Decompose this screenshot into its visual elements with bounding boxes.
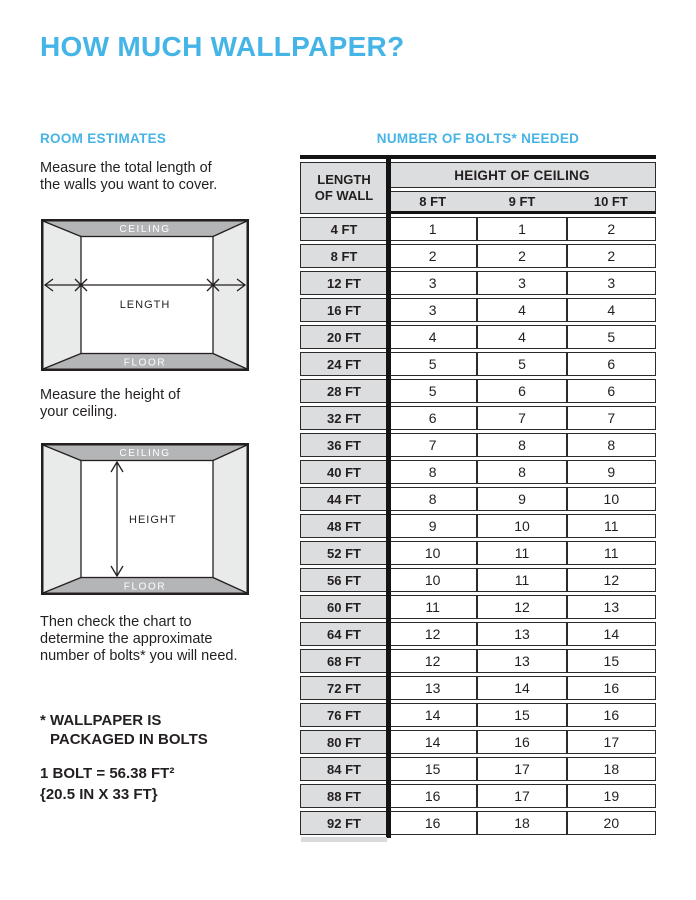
table-row	[300, 271, 656, 295]
wall-length-cell: 24 FT	[300, 352, 388, 376]
bolt-count-cell: 14	[388, 730, 477, 754]
table-row	[300, 595, 656, 619]
wall-length-cell: 28 FT	[300, 379, 388, 403]
wall-length-cell: 84 FT	[300, 757, 388, 781]
bolt-count-cell: 12	[477, 595, 566, 619]
bolt-size-line1: 1 BOLT = 56.38 FT²	[40, 765, 175, 782]
bolt-count-cell: 13	[567, 595, 656, 619]
length-dimension-label: LENGTH	[119, 299, 171, 311]
bolt-count-cell: 13	[477, 622, 566, 646]
bolt-count-cell: 5	[388, 379, 477, 403]
wall-length-cell: 72 FT	[300, 676, 388, 700]
bolt-count-cell: 6	[388, 406, 477, 430]
table-row	[300, 811, 656, 835]
table-row	[300, 217, 656, 241]
bolt-count-cell: 4	[477, 325, 566, 349]
bolt-count-cell: 1	[388, 217, 477, 241]
bolt-count-cell: 7	[477, 406, 566, 430]
bolt-count-cell: 10	[567, 487, 656, 511]
wall-length-cell: 40 FT	[300, 460, 388, 484]
bolt-count-cell: 4	[477, 298, 566, 322]
bolt-count-cell: 17	[477, 757, 566, 781]
bolt-count-cell: 9	[388, 514, 477, 538]
footnote-line1: * WALLPAPER IS	[40, 712, 162, 729]
bolt-count-cell: 17	[477, 784, 566, 808]
table-row	[300, 784, 656, 808]
wall-length-cell: 92 FT	[300, 811, 388, 835]
wall-length-cell: 48 FT	[300, 514, 388, 538]
bolt-count-cell: 10	[388, 568, 477, 592]
wall-length-cell: 44 FT	[300, 487, 388, 511]
bolt-size-info	[40, 763, 174, 805]
table-row	[300, 298, 656, 322]
bolts-needed-heading: NUMBER OF BOLTS* NEEDED	[376, 131, 580, 146]
room-estimates-heading: ROOM ESTIMATES	[40, 131, 167, 146]
table-thick-divider	[386, 155, 391, 838]
bolt-count-cell: 15	[477, 703, 566, 727]
table-row	[300, 244, 656, 268]
bolt-count-cell: 10	[388, 541, 477, 565]
table-row	[300, 433, 656, 457]
bolt-count-cell: 15	[567, 649, 656, 673]
bolt-count-cell: 11	[477, 568, 566, 592]
column-header-10ft: 10 FT	[567, 191, 656, 214]
bolt-count-cell: 18	[567, 757, 656, 781]
bolt-count-cell: 16	[388, 784, 477, 808]
length-of-wall-header: LENGTH OF WALL	[300, 162, 388, 214]
wall-length-cell: 60 FT	[300, 595, 388, 619]
table-row	[300, 514, 656, 538]
bolt-count-cell: 3	[388, 298, 477, 322]
bolt-count-cell: 14	[477, 676, 566, 700]
bolt-count-cell: 16	[477, 730, 566, 754]
wall-length-cell: 52 FT	[300, 541, 388, 565]
step1-instructions	[40, 160, 217, 194]
table-row	[300, 622, 656, 646]
wall-length-cell: 8 FT	[300, 244, 388, 268]
step1-line1: Measure the total length of	[40, 160, 212, 176]
bolt-count-cell: 4	[388, 325, 477, 349]
ceiling-height-diagram	[41, 443, 249, 595]
bolt-count-cell: 8	[567, 433, 656, 457]
bolt-count-cell: 9	[567, 460, 656, 484]
bolt-count-cell: 13	[388, 676, 477, 700]
right-wall	[213, 221, 247, 369]
bolt-count-cell: 6	[567, 379, 656, 403]
bolt-count-cell: 5	[477, 352, 566, 376]
bolt-count-cell: 16	[567, 703, 656, 727]
floor-label: FLOOR	[123, 581, 167, 593]
bolt-count-cell: 3	[567, 271, 656, 295]
bolt-count-cell: 1	[477, 217, 566, 241]
bolt-count-cell: 2	[388, 244, 477, 268]
wall-length-cell: 12 FT	[300, 271, 388, 295]
bolt-count-cell: 2	[567, 244, 656, 268]
bolt-count-cell: 15	[388, 757, 477, 781]
wall-length-cell: 32 FT	[300, 406, 388, 430]
bolt-count-cell: 14	[567, 622, 656, 646]
bolts-lookup-table	[300, 159, 656, 838]
page-title: HOW MUCH WALLPAPER?	[40, 31, 405, 62]
bolts-table	[300, 155, 656, 838]
bolt-count-cell: 8	[477, 433, 566, 457]
step2-line1: Measure the height of	[40, 387, 181, 403]
bolt-count-cell: 6	[477, 379, 566, 403]
bolt-count-cell: 5	[567, 325, 656, 349]
table-row	[300, 379, 656, 403]
bolt-count-cell: 16	[567, 676, 656, 700]
height-dimension-label: HEIGHT	[129, 514, 177, 526]
bolt-count-cell: 7	[388, 433, 477, 457]
bolt-count-cell: 11	[388, 595, 477, 619]
bolt-count-cell: 12	[388, 649, 477, 673]
step2-instructions	[40, 387, 180, 421]
bolt-count-cell: 16	[388, 811, 477, 835]
table-row	[300, 325, 656, 349]
bolt-count-cell: 17	[567, 730, 656, 754]
bolt-count-cell: 8	[477, 460, 566, 484]
wall-length-cell: 68 FT	[300, 649, 388, 673]
bolt-count-cell: 9	[477, 487, 566, 511]
column-header-9ft: 9 FT	[477, 191, 566, 214]
back-wall	[81, 237, 213, 354]
bolt-count-cell: 6	[567, 352, 656, 376]
bolt-count-cell: 14	[388, 703, 477, 727]
bolt-size-line2: {20.5 IN X 33 FT}	[40, 786, 158, 803]
step3-line1: Then check the chart to	[40, 614, 192, 630]
bolt-count-cell: 5	[388, 352, 477, 376]
bolt-count-cell: 4	[567, 298, 656, 322]
floor-label: FLOOR	[123, 357, 167, 369]
table-bottom-sliver	[301, 837, 387, 842]
step1-line2: the walls you want to cover.	[40, 177, 218, 193]
wall-length-cell: 76 FT	[300, 703, 388, 727]
bolt-count-cell: 19	[567, 784, 656, 808]
bolt-count-cell: 8	[388, 460, 477, 484]
wall-length-cell: 56 FT	[300, 568, 388, 592]
right-wall	[213, 445, 247, 593]
wall-length-diagram	[41, 219, 249, 371]
wall-length-cell: 36 FT	[300, 433, 388, 457]
table-row	[300, 541, 656, 565]
ceiling-label: CEILING	[119, 448, 171, 459]
wallpaper-bolts-footnote	[40, 711, 208, 749]
step3-line2: determine the approximate	[40, 631, 213, 647]
left-wall	[43, 445, 81, 593]
bolt-count-cell: 11	[567, 541, 656, 565]
table-row	[300, 730, 656, 754]
wall-length-cell: 20 FT	[300, 325, 388, 349]
table-row	[300, 649, 656, 673]
bolt-count-cell: 2	[567, 217, 656, 241]
bolt-count-cell: 8	[388, 487, 477, 511]
bolt-count-cell: 3	[388, 271, 477, 295]
table-row	[300, 676, 656, 700]
table-row	[300, 568, 656, 592]
bolt-count-cell: 12	[567, 568, 656, 592]
bolt-count-cell: 13	[477, 649, 566, 673]
bolt-count-cell: 10	[477, 514, 566, 538]
height-of-ceiling-header: HEIGHT OF CEILING	[388, 162, 656, 188]
wall-length-cell: 64 FT	[300, 622, 388, 646]
bolt-count-cell: 11	[477, 541, 566, 565]
table-row	[300, 703, 656, 727]
table-row	[300, 757, 656, 781]
table-row	[300, 460, 656, 484]
height-arrow	[111, 462, 123, 576]
column-header-8ft: 8 FT	[388, 191, 477, 214]
wall-length-cell: 4 FT	[300, 217, 388, 241]
bolt-count-cell: 20	[567, 811, 656, 835]
table-row	[300, 406, 656, 430]
wall-length-cell: 80 FT	[300, 730, 388, 754]
table-row	[300, 352, 656, 376]
step2-line2: your ceiling.	[40, 404, 118, 420]
ceiling-label: CEILING	[119, 224, 171, 235]
bolt-count-cell: 11	[567, 514, 656, 538]
bolt-count-cell: 7	[567, 406, 656, 430]
bolt-count-cell: 18	[477, 811, 566, 835]
step3-instructions	[40, 614, 237, 665]
step3-line3: number of bolts* you will need.	[40, 648, 238, 664]
bolt-count-cell: 12	[388, 622, 477, 646]
footnote-line2: PACKAGED IN BOLTS	[50, 731, 208, 748]
wall-length-cell: 16 FT	[300, 298, 388, 322]
wall-length-cell: 88 FT	[300, 784, 388, 808]
left-wall	[43, 221, 81, 369]
bolt-count-cell: 2	[477, 244, 566, 268]
table-row	[300, 487, 656, 511]
bolt-count-cell: 3	[477, 271, 566, 295]
